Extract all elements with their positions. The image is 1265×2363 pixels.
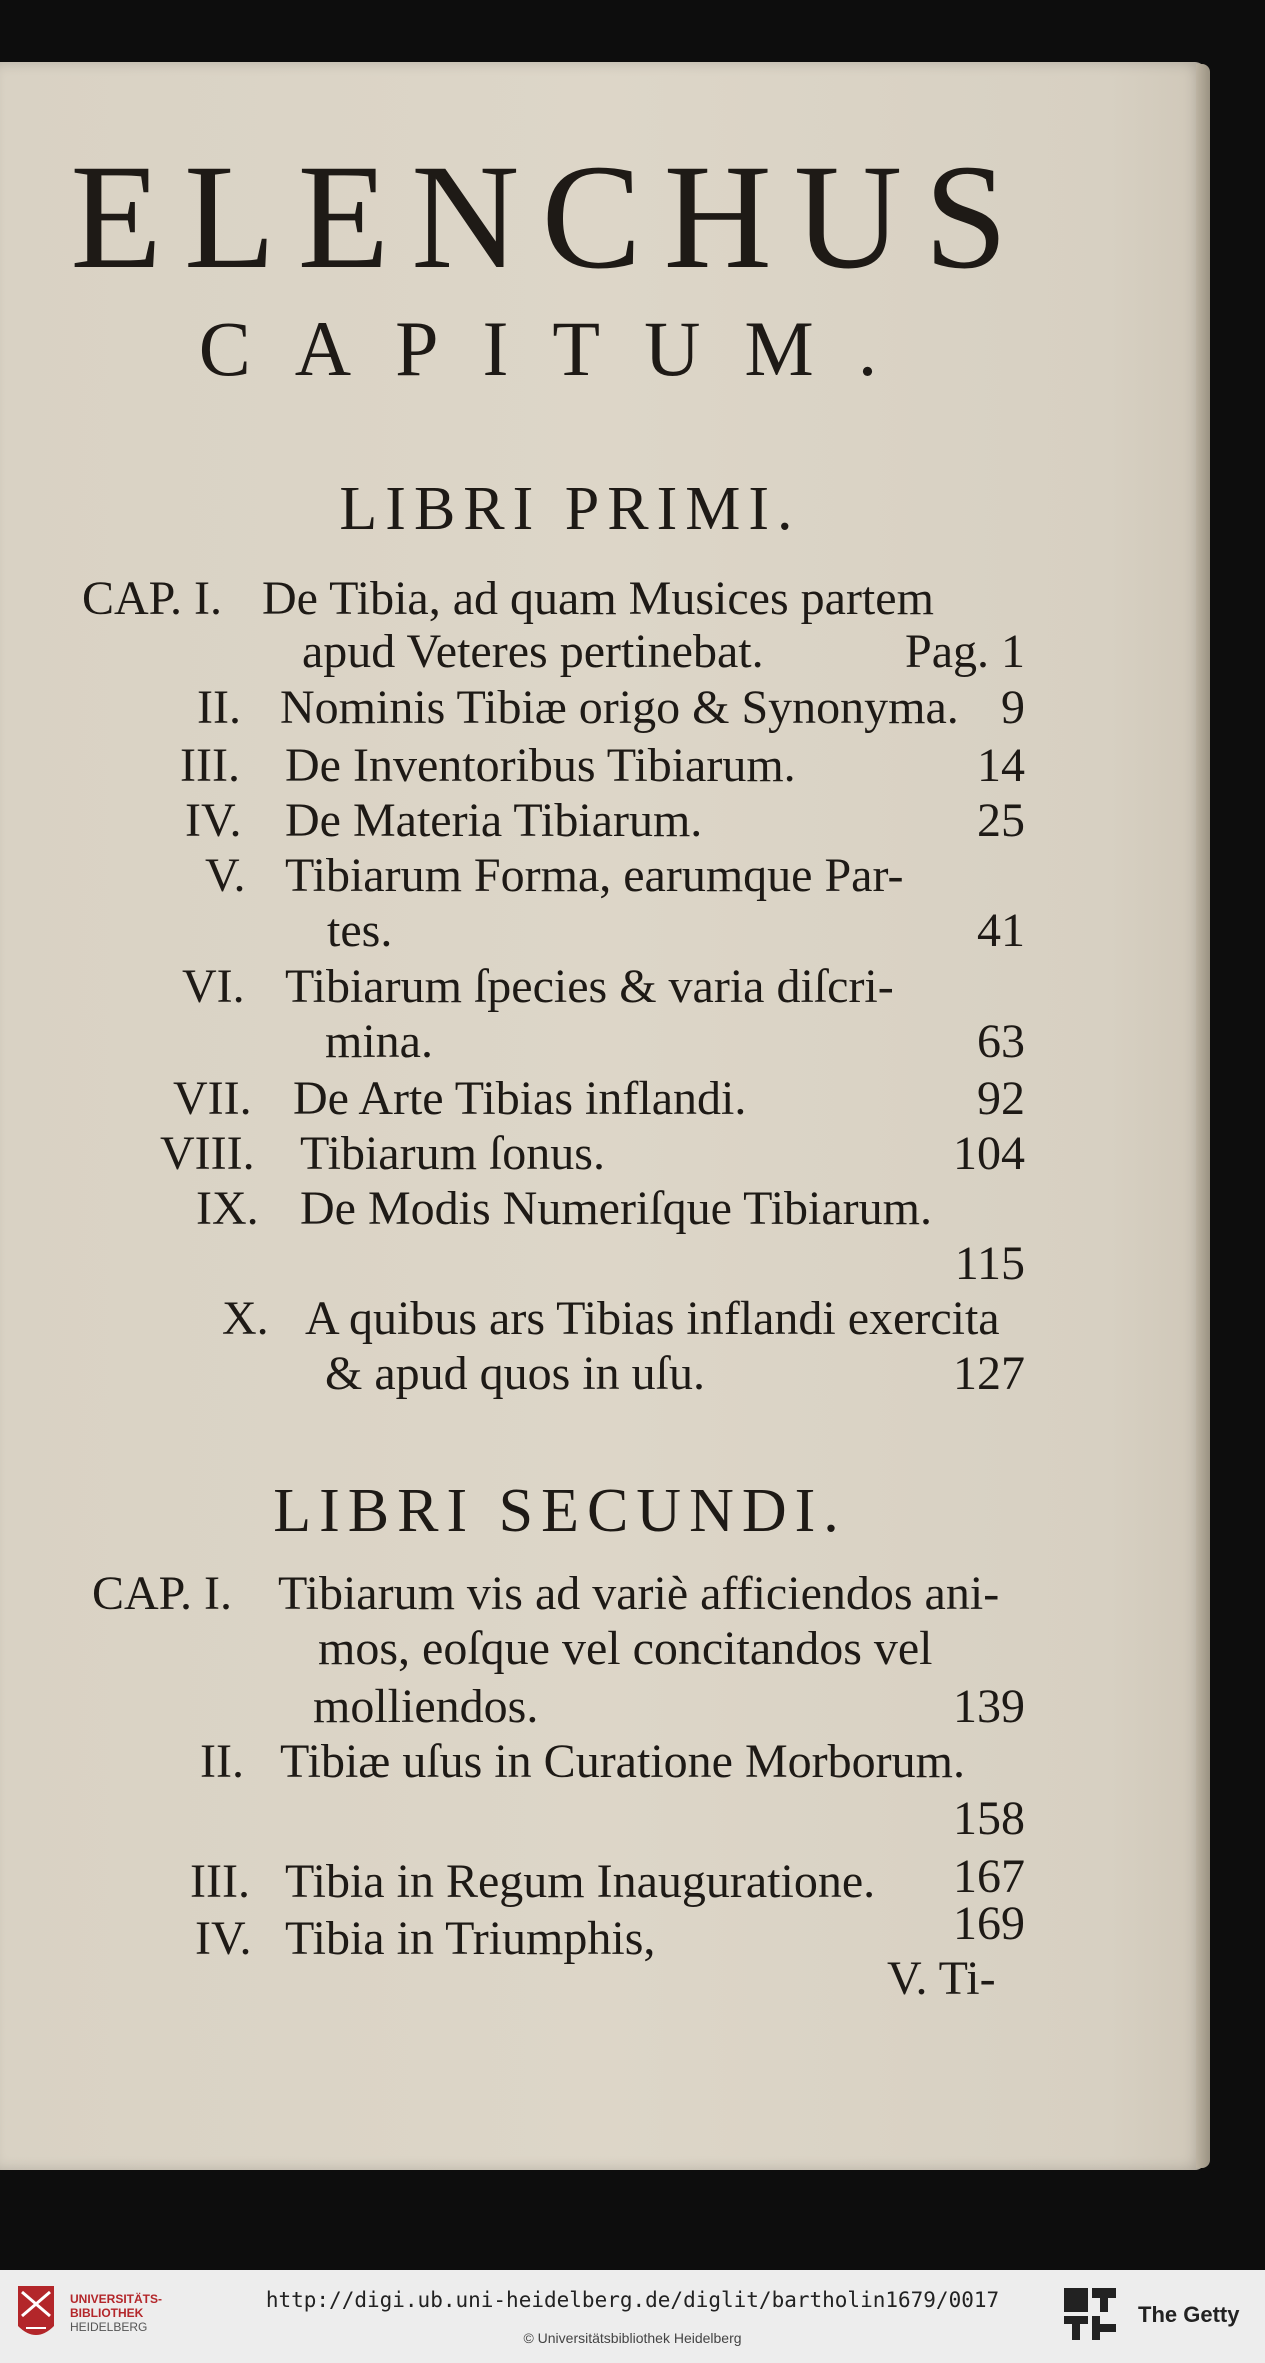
entry-page: 14 (977, 739, 1025, 792)
entry-page: 139 (953, 1680, 1025, 1733)
entry-label: VI. (182, 960, 245, 1013)
entry-text: & apud quos in uſu. (325, 1347, 705, 1400)
entry-text: mina. (325, 1015, 433, 1068)
entry-page: 167 (953, 1850, 1025, 1903)
section-heading-2: LIBRI SECUNDI. (273, 1477, 847, 1545)
entry-text: tes. (327, 904, 393, 957)
entry-text: apud Veteres pertinebat. (302, 625, 764, 678)
entry-label: II. (200, 1735, 244, 1788)
entry-text: Tibiarum vis ad variè afficiendos ani- (278, 1567, 1000, 1620)
entry-page: 158 (953, 1792, 1025, 1845)
entry-page: 25 (977, 794, 1025, 847)
entry-page: 63 (977, 1015, 1025, 1068)
entry-label: IV. (185, 794, 242, 847)
entry-text: Tibiarum Forma, earumque Par- (285, 849, 904, 902)
entry-label: X. (222, 1292, 269, 1345)
entry-text: De Inventoribus Tibiarum. (285, 739, 796, 792)
entry-page: Pag. 1 (905, 625, 1025, 678)
entry-label: II. (197, 681, 241, 734)
entry-label: VIII. (160, 1127, 255, 1180)
entry-text: Tibiarum ſonus. (300, 1127, 605, 1180)
copyright-notice: © Universitätsbibliothek Heidelberg (523, 2330, 742, 2346)
catchword: V. Ti- (887, 1952, 996, 2005)
university-name-line: HEIDELBERG (70, 2320, 148, 2334)
entry-text: De Tibia, ad quam Musices partem (262, 572, 934, 625)
entry-page: 127 (953, 1347, 1025, 1400)
entry-label: VII. (173, 1072, 252, 1125)
entry-page: 9 (1001, 681, 1025, 734)
section-heading-1: LIBRI PRIMI. (339, 475, 801, 543)
page-edge (1196, 64, 1210, 2168)
entry-label: CAP. I. (82, 572, 223, 625)
entry-label: V. (205, 849, 246, 902)
entry-text: A quibus ars Tibias inflandi exercita (305, 1292, 1000, 1345)
entry-text: Tibiarum ſpecies & varia diſcri- (285, 960, 894, 1013)
entry-page: 104 (953, 1127, 1025, 1180)
partner-name: The Getty (1138, 2302, 1240, 2327)
entry-text: Tibia in Regum Inauguratione. (285, 1855, 876, 1908)
entry-page: 92 (977, 1072, 1025, 1125)
entry-page: 115 (954, 1237, 1025, 1290)
entry-text: De Modis Numeriſque Tibiarum. (300, 1182, 932, 1235)
entry-page: 169 (953, 1897, 1025, 1950)
permalink-url[interactable]: http://digi.ub.uni-heidelberg.de/diglit/bartholin1679/0017 (265, 2288, 1000, 2312)
entry-text: Nominis Tibiæ origo & Synonyma. (280, 681, 959, 734)
university-name-line: UNIVERSITÄTS- (70, 2292, 163, 2306)
page-title: ELENCHUS (70, 134, 1030, 300)
entry-label: IX. (196, 1182, 259, 1235)
entry-text: Tibia in Triumphis, (285, 1912, 656, 1965)
entry-label: III. (190, 1855, 250, 1908)
getty-logo-icon (1062, 2286, 1118, 2342)
entry-page: 41 (977, 904, 1025, 957)
entry-text: mos, eoſque vel concitandos vel (318, 1622, 933, 1675)
entry-label: IV. (195, 1912, 252, 1965)
page-subtitle: CAPITUM. (198, 305, 922, 392)
entry-text: De Materia Tibiarum. (285, 794, 703, 847)
entry-text: Tibiæ uſus in Curatione Morborum. (280, 1735, 965, 1788)
entry-text: molliendos. (313, 1680, 539, 1733)
entry-label: III. (180, 739, 240, 792)
entry-label: CAP. I. (92, 1567, 233, 1620)
university-name-line: BIBLIOTHEK (70, 2306, 144, 2320)
viewer-footer (0, 2270, 1265, 2363)
entry-text: De Arte Tibias inflandi. (293, 1072, 747, 1125)
